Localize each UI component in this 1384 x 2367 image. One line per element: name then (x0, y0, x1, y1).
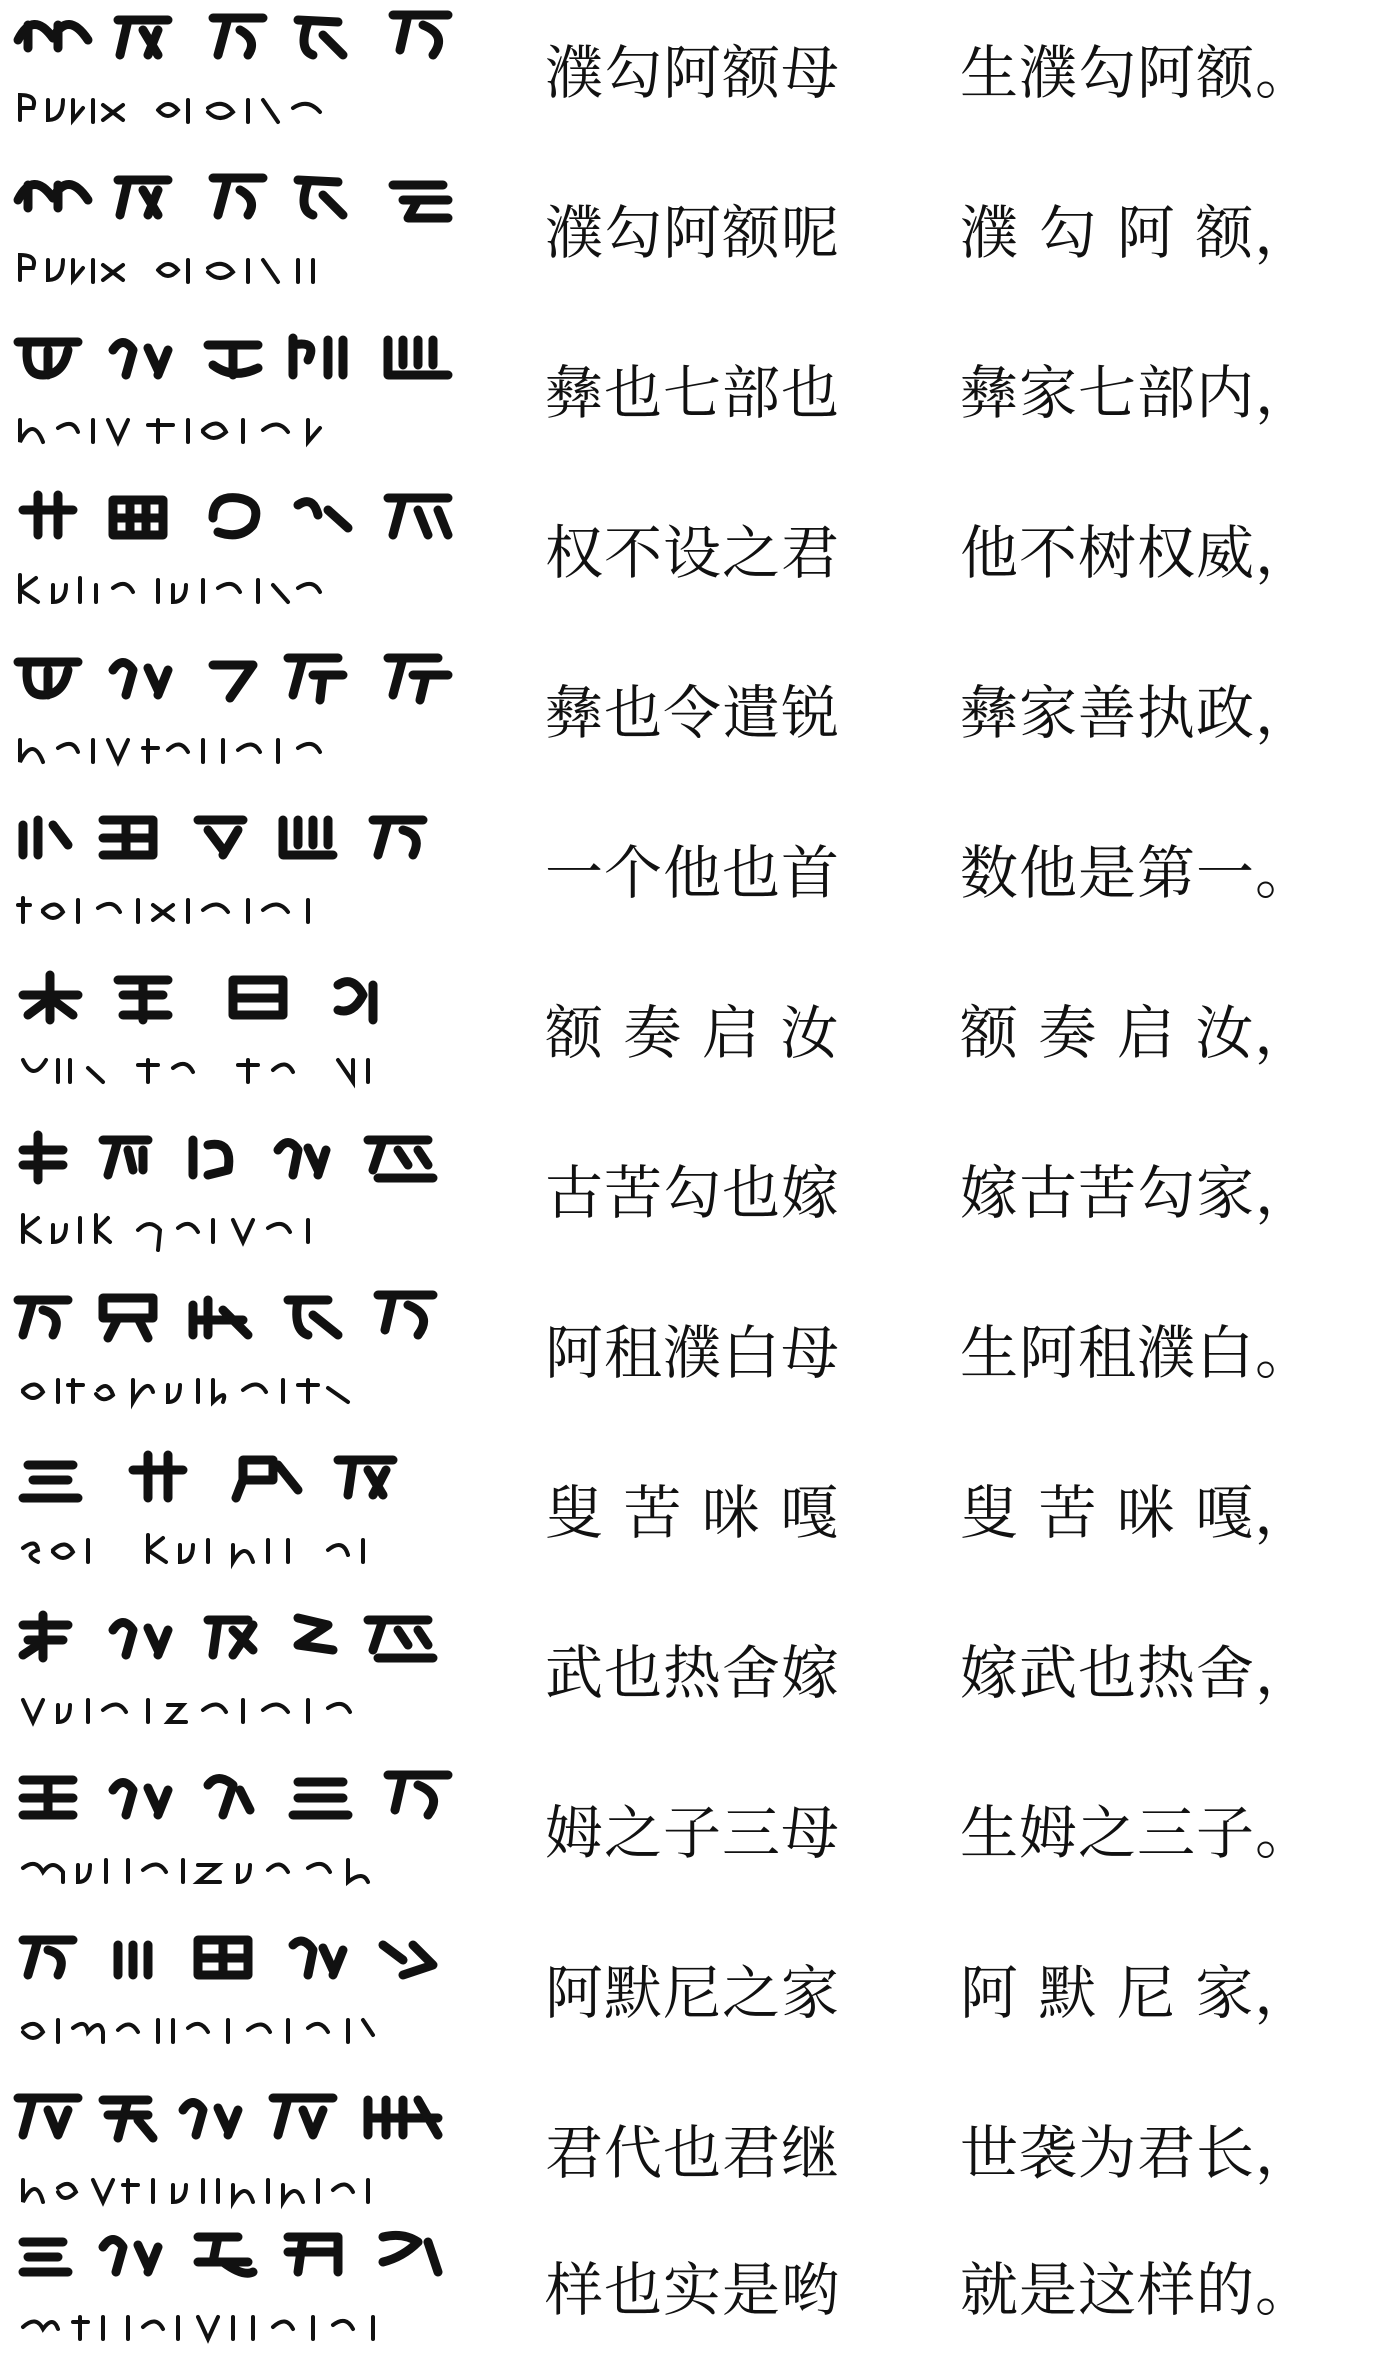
verse-row (0, 320, 1384, 470)
yi-transliteration: 阿默尼之家 (545, 1959, 841, 2027)
yi-transliteration: 样也实是哟 (545, 2256, 841, 2324)
yi-transliteration: 濮勾阿额呢 (545, 199, 841, 267)
verse-row (0, 800, 1384, 950)
yi-script-handwriting (8, 1440, 458, 1590)
verse-row (0, 1120, 1384, 1270)
yi-script-handwriting (8, 1920, 458, 2070)
yi-script-handwriting (8, 1120, 458, 1270)
verse-row (0, 960, 1384, 1110)
yi-script-handwriting (8, 2217, 458, 2367)
chinese-translation: 生濮勾阿额。 (960, 39, 1315, 107)
yi-script-handwriting (8, 0, 458, 150)
chinese-translation: 嫁古苦勾家， (960, 1159, 1315, 1227)
yi-transliteration: 阿租濮白母 (545, 1319, 841, 1387)
chinese-translation: 阿 默 尼 家， (960, 1959, 1314, 2027)
yi-transliteration: 古苦勾也嫁 (545, 1159, 841, 1227)
verse-row (0, 1280, 1384, 1430)
verse-row (0, 0, 1384, 150)
yi-transliteration: 叟 苦 咪 嘎 (545, 1479, 840, 1547)
yi-script-handwriting (8, 1760, 458, 1910)
yi-script-handwriting (8, 1280, 458, 1430)
yi-script-handwriting (8, 1600, 458, 1750)
verse-row (0, 1600, 1384, 1750)
chinese-translation: 叟 苦 咪 嘎， (960, 1479, 1314, 1547)
chinese-translation: 额 奏 启 汝， (960, 999, 1314, 1067)
chinese-translation: 生阿租濮白。 (960, 1319, 1315, 1387)
chinese-translation: 生姆之三子。 (960, 1799, 1315, 1867)
yi-transliteration: 濮勾阿额母 (545, 39, 841, 107)
chinese-translation: 就是这样的。 (960, 2256, 1315, 2324)
yi-script-handwriting (8, 800, 458, 950)
chinese-translation: 世袭为君长， (960, 2119, 1315, 2187)
yi-script-handwriting (8, 2080, 458, 2230)
chinese-translation: 彝家七部内， (960, 359, 1315, 427)
verse-row (0, 640, 1384, 790)
verse-row (0, 1920, 1384, 2070)
yi-transliteration: 彝也令遣锐 (545, 679, 841, 747)
chinese-translation: 彝家善执政， (960, 679, 1315, 747)
yi-script-handwriting (8, 960, 458, 1110)
verse-row (0, 1760, 1384, 1910)
chinese-translation: 数他是第一。 (960, 839, 1315, 907)
yi-script-handwriting (8, 480, 458, 630)
verse-row (0, 160, 1384, 310)
verse-row (0, 2080, 1384, 2230)
yi-script-handwriting (8, 160, 458, 310)
verse-row (0, 1440, 1384, 1590)
verse-row (0, 480, 1384, 630)
chinese-translation: 他不树权威， (960, 519, 1315, 587)
yi-script-handwriting (8, 640, 458, 790)
yi-script-handwriting (8, 320, 458, 470)
yi-transliteration: 姆之子三母 (545, 1799, 841, 1867)
yi-transliteration: 权不设之君 (545, 519, 841, 587)
yi-transliteration: 武也热舍嫁 (545, 1639, 841, 1707)
verse-row (0, 2217, 1384, 2367)
chinese-translation: 嫁武也热舍， (960, 1639, 1315, 1707)
yi-transliteration: 一个他也首 (545, 839, 841, 907)
yi-transliteration: 额 奏 启 汝 (545, 999, 840, 1067)
chinese-translation: 濮 勾 阿 额， (960, 199, 1314, 267)
yi-transliteration: 君代也君继 (545, 2119, 841, 2187)
yi-transliteration: 彝也七部也 (545, 359, 841, 427)
